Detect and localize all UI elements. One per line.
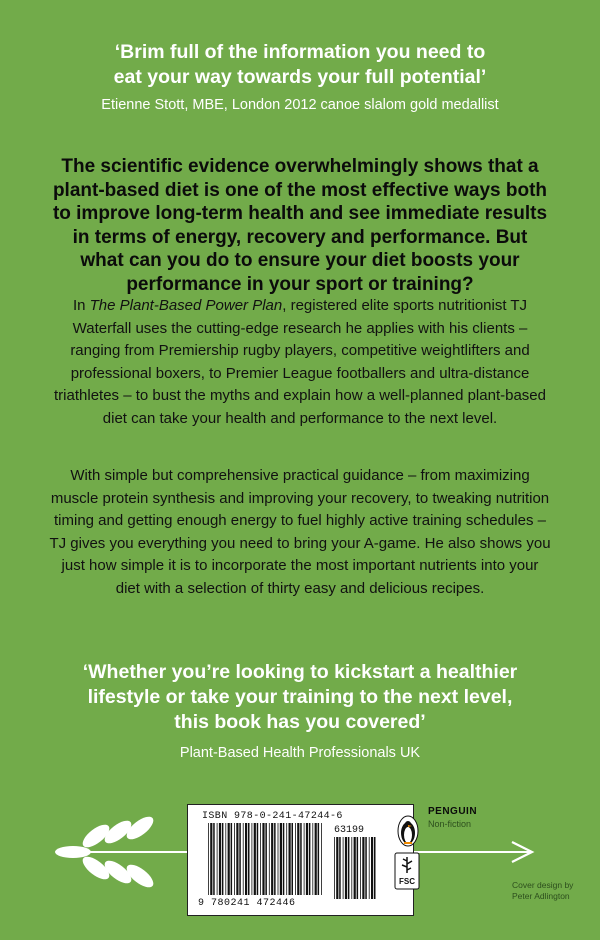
publisher-block — [428, 806, 568, 829]
barcode-bar — [354, 837, 356, 899]
top-quote-line-1: ‘Brim full of the information you need to — [114, 41, 486, 63]
barcode-bar — [283, 823, 285, 895]
publisher-name: PENGUIN — [428, 806, 478, 817]
barcode-bar — [271, 823, 273, 895]
barcode-bar — [210, 823, 212, 895]
barcode-bar — [222, 823, 224, 895]
top-endorsement — [40, 40, 560, 115]
credits-line-1: Cover design by — [512, 880, 574, 890]
barcode-bar — [208, 823, 209, 895]
barcode-bar — [278, 823, 279, 895]
bottom-endorsement — [50, 660, 550, 763]
barcode-bar — [274, 823, 276, 895]
barcode-bar — [239, 823, 241, 895]
barcode-bar — [318, 823, 320, 895]
barcode-bar — [306, 823, 308, 895]
barcode-bar — [236, 823, 238, 895]
barcode-bar — [365, 837, 367, 899]
barcode-bar — [357, 837, 359, 899]
barcode-bar — [343, 837, 344, 899]
barcode-area — [187, 804, 414, 916]
credits-line-2: Peter Adlington — [512, 891, 570, 901]
bottom-quote-attribution: Plant-Based Health Professionals UK — [179, 745, 421, 761]
headline-blurb: The scientific evidence overwhelmingly shows that a plant-based diet is one of the most effective ways both to improve long-term health and see immediate results in terms of energy, recovery and performance. But what can you do to ensure your diet boosts your performance in your sport or training? — [52, 156, 548, 295]
description-paragraph-2: With simple but comprehensive practical guidance – from maximizing muscle protein synthesis and improving your recovery, to tweaking nutrition timing and getting enough energy to fuel highly active training schedules – TJ gives you everything you need to bring your A-game. He also shows you just how simple it is to incorporate the most important nutrients into your diet with a selection of thirty easy and delicious recipes. — [49, 467, 551, 597]
barcode-bar — [265, 823, 267, 895]
barcode-bar — [219, 823, 221, 895]
barcode-bar — [257, 823, 259, 895]
barcode-bar — [348, 837, 350, 899]
barcode-bar — [360, 837, 361, 899]
barcode-bar — [228, 823, 230, 895]
barcode-bar — [234, 823, 235, 895]
cover-credits — [512, 880, 592, 902]
barcode-bar — [280, 823, 282, 895]
barcode-bar — [225, 823, 226, 895]
barcode-bar — [289, 823, 291, 895]
price-code: 63199 — [334, 825, 365, 836]
barcode-bar — [254, 823, 256, 895]
barcode-bar — [374, 837, 376, 899]
barcode-bar — [260, 823, 261, 895]
paragraph-1-prefix: In — [72, 297, 90, 314]
barcode-bar — [231, 823, 233, 895]
barcode-bar — [304, 823, 305, 895]
bottom-quote-line-3: this book has you covered’ — [174, 711, 426, 733]
barcode-bar — [262, 823, 264, 895]
book-title: The Plant-Based Power Plan — [89, 297, 283, 314]
top-quote-text — [40, 40, 560, 90]
barcode-bar — [243, 823, 244, 895]
barcode-bar — [248, 823, 250, 895]
penguin-logo-icon — [397, 815, 419, 847]
barcode-bar — [245, 823, 247, 895]
bottom-quote-line-2: lifestyle or take your training to the next level, — [87, 686, 513, 708]
barcode-bar — [371, 837, 373, 899]
fsc-logo-text: FSC — [399, 877, 415, 886]
barcode-bar — [362, 837, 364, 899]
barcode-bar — [252, 823, 253, 895]
publisher-category: Non-fiction — [428, 819, 472, 829]
barcode-bar — [269, 823, 270, 895]
barcode-bar — [217, 823, 218, 895]
description-paragraph-1 — [48, 295, 552, 430]
barcode-bar — [292, 823, 294, 895]
barcode-bar — [286, 823, 287, 895]
barcode-bar — [336, 837, 338, 899]
barcode-bar — [334, 837, 335, 899]
barcode-bar — [309, 823, 311, 895]
paragraph-1-body: , registered elite sports nutritionist TJ Waterfall uses the cutting-edge research he applies with his clients – ranging from Premiership rugby players, competitive weightlifters and professional boxers, to Premier League footballers and ultra-distance triathletes – to bust the myths and explain how a well-planned plant-based diet can take your health and performance to the next level. — [54, 297, 546, 427]
isbn-digits: 9 780241 472446 — [198, 898, 296, 909]
barcode-main — [208, 823, 324, 895]
barcode-bar — [312, 823, 313, 895]
fsc-logo-icon — [394, 852, 420, 890]
top-quote-attribution: Etienne Stott, MBE, London 2012 canoe slalom gold medallist — [101, 97, 499, 113]
barcode-addon — [334, 837, 378, 899]
barcode-bar — [321, 823, 322, 895]
barcode-bar — [369, 837, 370, 899]
bottom-quote-line-1: ‘Whether you’re looking to kickstart a healthier — [82, 661, 518, 683]
isbn-label: ISBN 978-0-241-47244-6 — [202, 811, 343, 822]
barcode-bar — [213, 823, 215, 895]
barcode-bar — [297, 823, 299, 895]
top-quote-line-2: eat your way towards your full potential’ — [113, 66, 487, 88]
barcode-bar — [300, 823, 302, 895]
barcode-bar — [295, 823, 296, 895]
barcode-bar — [339, 837, 341, 899]
barcode-bar — [345, 837, 347, 899]
barcode-bar — [315, 823, 317, 895]
bottom-quote-text — [50, 660, 550, 735]
barcode-bar — [351, 837, 352, 899]
